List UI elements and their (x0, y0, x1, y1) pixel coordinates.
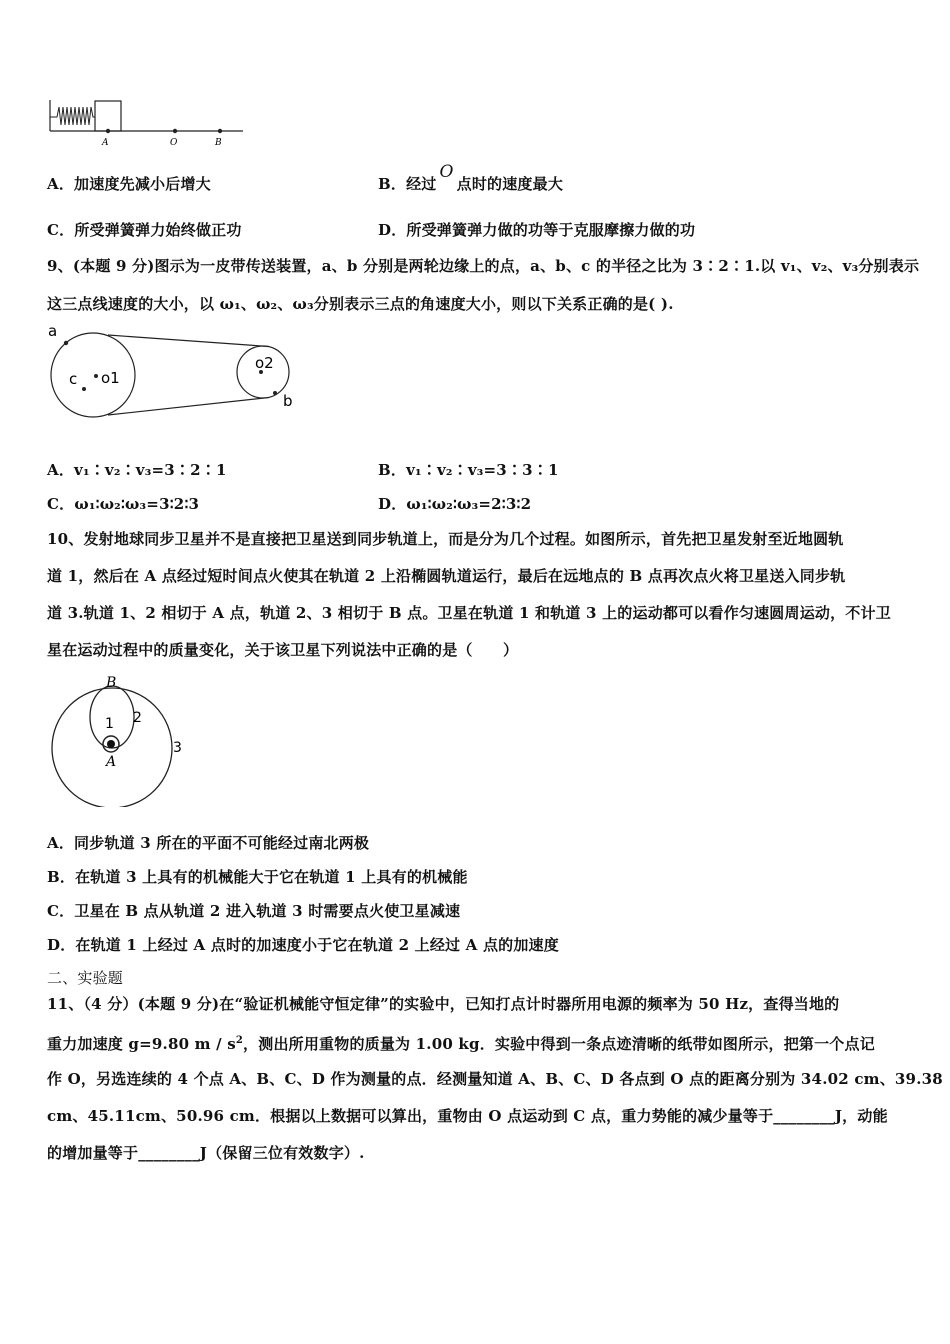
section-heading: 二、实验题 (47, 969, 124, 987)
q8-option-b-pre: B．经过 (378, 175, 437, 193)
q11-line2 (47, 1031, 875, 1054)
orbit-label-b: B (106, 675, 117, 691)
q9-option-a: A．v₁∶v₂∶v₃=3∶2∶1 (47, 461, 227, 479)
orbit-label-a: A (106, 754, 117, 770)
q10-option-d: D．在轨道 1 上经过 A 点时的加速度小于它在轨道 2 上经过 A 点的加速度 (47, 936, 559, 954)
q10-line1: 10、发射地球同步卫星并不是直接把卫星送到同步轨道上，而是分为几个过程。如图所示，首先把卫星发射至近地圆轨 (47, 530, 844, 548)
q10-line4: 星在运动过程中的质量变化，关于该卫星下列说法中正确的是（ ） (47, 641, 519, 659)
pulley-label-b: b (283, 392, 293, 410)
q8-option-b-post: 点时的速度最大 (456, 175, 564, 193)
q10-line2: 道 1，然后在 A 点经过短时间点火使其在轨道 2 上沿椭圆轨道运行，最后在远地点的 B 点再次点火将卫星送入同步轨 (47, 567, 846, 585)
q9-line2: 这三点线速度的大小，以 ω₁、ω₂、ω₃分别表示三点的角速度大小，则以下关系正确的是( ). (47, 295, 674, 313)
spring-block-figure (45, 95, 255, 150)
pulley-label-a: a (48, 322, 58, 340)
label-a: A (102, 138, 109, 148)
q9-option-b: B．v₁∶v₂∶v₃=3∶3∶1 (378, 461, 559, 479)
q8-option-c: C．所受弹簧弹力始终做正功 (47, 221, 242, 239)
q11-line2-sup: 2 (235, 1035, 244, 1046)
orbit-label-2: 2 (133, 710, 142, 726)
pulley-label-c: c (69, 370, 78, 388)
q9-option-d: D．ω₁∶ω₂∶ω₃=2∶3∶2 (378, 495, 532, 513)
orbit-label-3: 3 (173, 740, 182, 756)
q9-option-c: C．ω₁∶ω₂∶ω₃=3∶2∶3 (47, 495, 200, 513)
label-b: B (215, 138, 222, 148)
label-o: O (170, 138, 178, 148)
pulley-label-o1: o1 (101, 369, 120, 387)
q10-option-b: B．在轨道 3 上具有的机械能大于它在轨道 1 上具有的机械能 (47, 868, 468, 886)
q10-option-a: A．同步轨道 3 所在的平面不可能经过南北两极 (47, 834, 370, 852)
q9-line1: 9、(本题 9 分)图示为一皮带传送装置，a、b 分别是两轮边缘上的点，a、b、c 的半径之比为 3∶2∶1.以 v₁、v₂、v₃分别表示 (47, 257, 920, 275)
q10-option-c: C．卫星在 B 点从轨道 2 进入轨道 3 时需要点火使卫星减速 (47, 902, 461, 920)
q11-line3: 作 O，另选连续的 4 个点 A、B、C、D 作为测量的点．经测量知道 A、B、C、D 各点到 O 点的距离分别为 34.02 cm、39.38 (47, 1070, 943, 1088)
q11-line4: cm、45.11cm、50.96 cm．根据以上数据可以算出，重物由 O 点运动到 C 点，重力势能的减少量等于________J，动能 (47, 1107, 888, 1125)
q11-line2-post: ，测出所用重物的质量为 1.00 kg．实验中得到一条点迹清晰的纸带如图所示，把第一个点记 (243, 1035, 875, 1053)
q11-line5: 的增加量等于________J（保留三位有效数字）. (47, 1144, 365, 1162)
pulley-label-o2: o2 (255, 354, 274, 372)
orbit-label-1: 1 (105, 716, 114, 732)
q8-option-a: A．加速度先减小后增大 (47, 175, 211, 193)
q8-option-b (378, 162, 564, 194)
q8-option-b-o: O (439, 162, 454, 182)
orbit-figure (45, 672, 195, 807)
q11-line1: 11、（4 分）(本题 9 分)在“验证机械能守恒定律”的实验中，已知打点计时器所用电源的频率为 50 Hz，查得当地的 (47, 995, 840, 1013)
q8-option-d: D．所受弹簧弹力做的功等于克服摩擦力做的功 (378, 221, 696, 239)
belt-pulley-figure (45, 320, 305, 420)
q10-line3: 道 3.轨道 1、2 相切于 A 点，轨道 2、3 相切于 B 点。卫星在轨道 1 和轨道 3 上的运动都可以看作匀速圆周运动，不计卫 (47, 604, 891, 622)
q11-line2-pre: 重力加速度 g=9.80 m / s (47, 1035, 236, 1053)
